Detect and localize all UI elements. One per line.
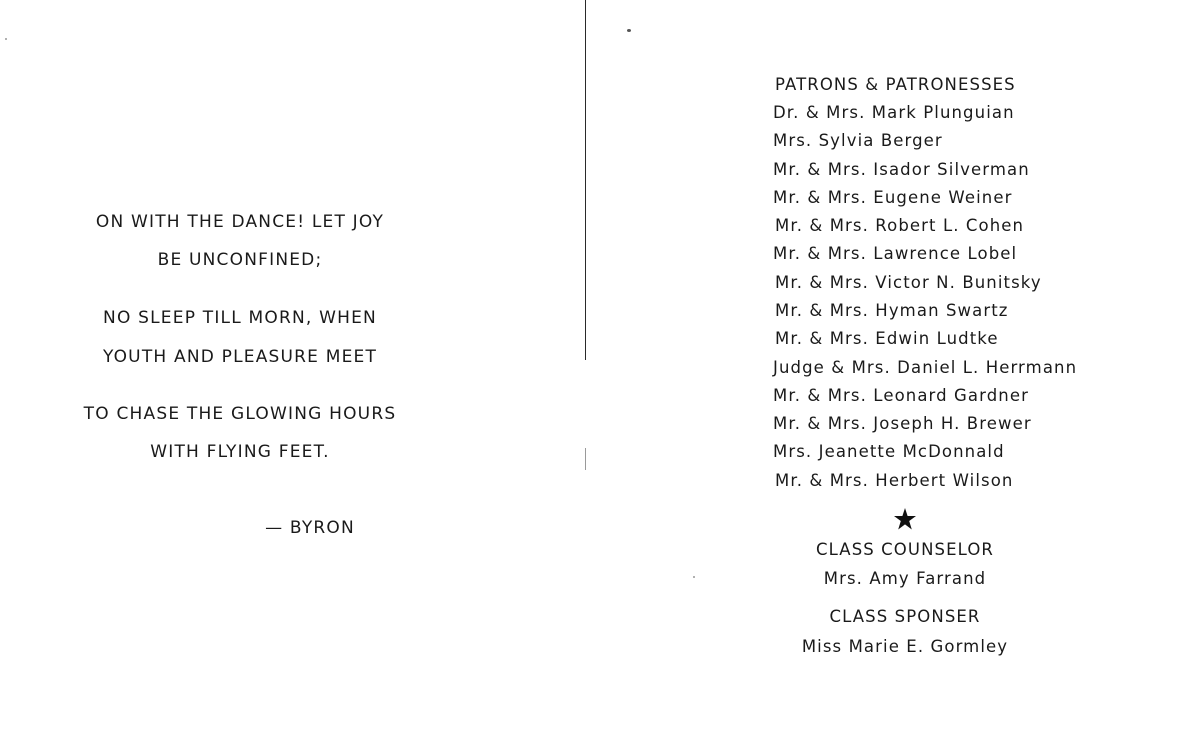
patron-entry: Mr. & Mrs. Lawrence Lobel <box>773 244 1018 263</box>
patrons-heading: PATRONS & PATRONESSES <box>775 75 1016 94</box>
patron-entry: Mr. & Mrs. Hyman Swartz <box>775 301 1009 320</box>
verse-line: WITH FLYING FEET. <box>150 442 330 462</box>
patron-entry: Mrs. Jeanette McDonnald <box>773 442 1005 461</box>
patron-entry: Mr. & Mrs. Leonard Gardner <box>773 386 1029 405</box>
patron-entry: Mr. & Mrs. Edwin Ludtke <box>775 329 999 348</box>
patron-entry: Mrs. Sylvia Berger <box>773 131 943 150</box>
counselor-name: Mrs. Amy Farrand <box>823 569 987 588</box>
patron-entry: Mr. & Mrs. Joseph H. Brewer <box>773 414 1032 433</box>
verse-line: ON WITH THE DANCE! LET JOY <box>95 212 385 232</box>
verse-line: TO CHASE THE GLOWING HOURS <box>83 404 397 424</box>
patron-entry: Dr. & Mrs. Mark Plunguian <box>773 103 1015 122</box>
patron-entry: Judge & Mrs. Daniel L. Herrmann <box>773 358 1078 377</box>
counselor-heading: CLASS COUNSELOR <box>816 540 994 559</box>
patron-entry: Mr. & Mrs. Eugene Weiner <box>773 188 1013 207</box>
page-fold-line <box>585 0 586 360</box>
verse-line: YOUTH AND PLEASURE MEET <box>102 347 378 367</box>
verse-line: NO SLEEP TILL MORN, WHEN <box>103 308 377 328</box>
patron-entry: Mr. & Mrs. Victor N. Bunitsky <box>775 273 1042 292</box>
sponsor-name: Miss Marie E. Gormley <box>801 637 1009 656</box>
scan-speck <box>627 29 631 32</box>
sponsor-heading: CLASS SPONSER <box>829 607 981 626</box>
verse-line: BE UNCONFINED; <box>157 250 323 270</box>
patron-entry: Mr. & Mrs. Robert L. Cohen <box>775 216 1025 235</box>
page-fold-line-lower <box>585 448 586 470</box>
patron-entry: Mr. & Mrs. Isador Silverman <box>773 160 1030 179</box>
scan-speck <box>693 576 695 578</box>
verse-attribution: — BYRON <box>265 518 355 538</box>
star-icon <box>893 507 917 531</box>
patron-entry: Mr. & Mrs. Herbert Wilson <box>775 471 1014 490</box>
scan-speck <box>5 38 7 40</box>
